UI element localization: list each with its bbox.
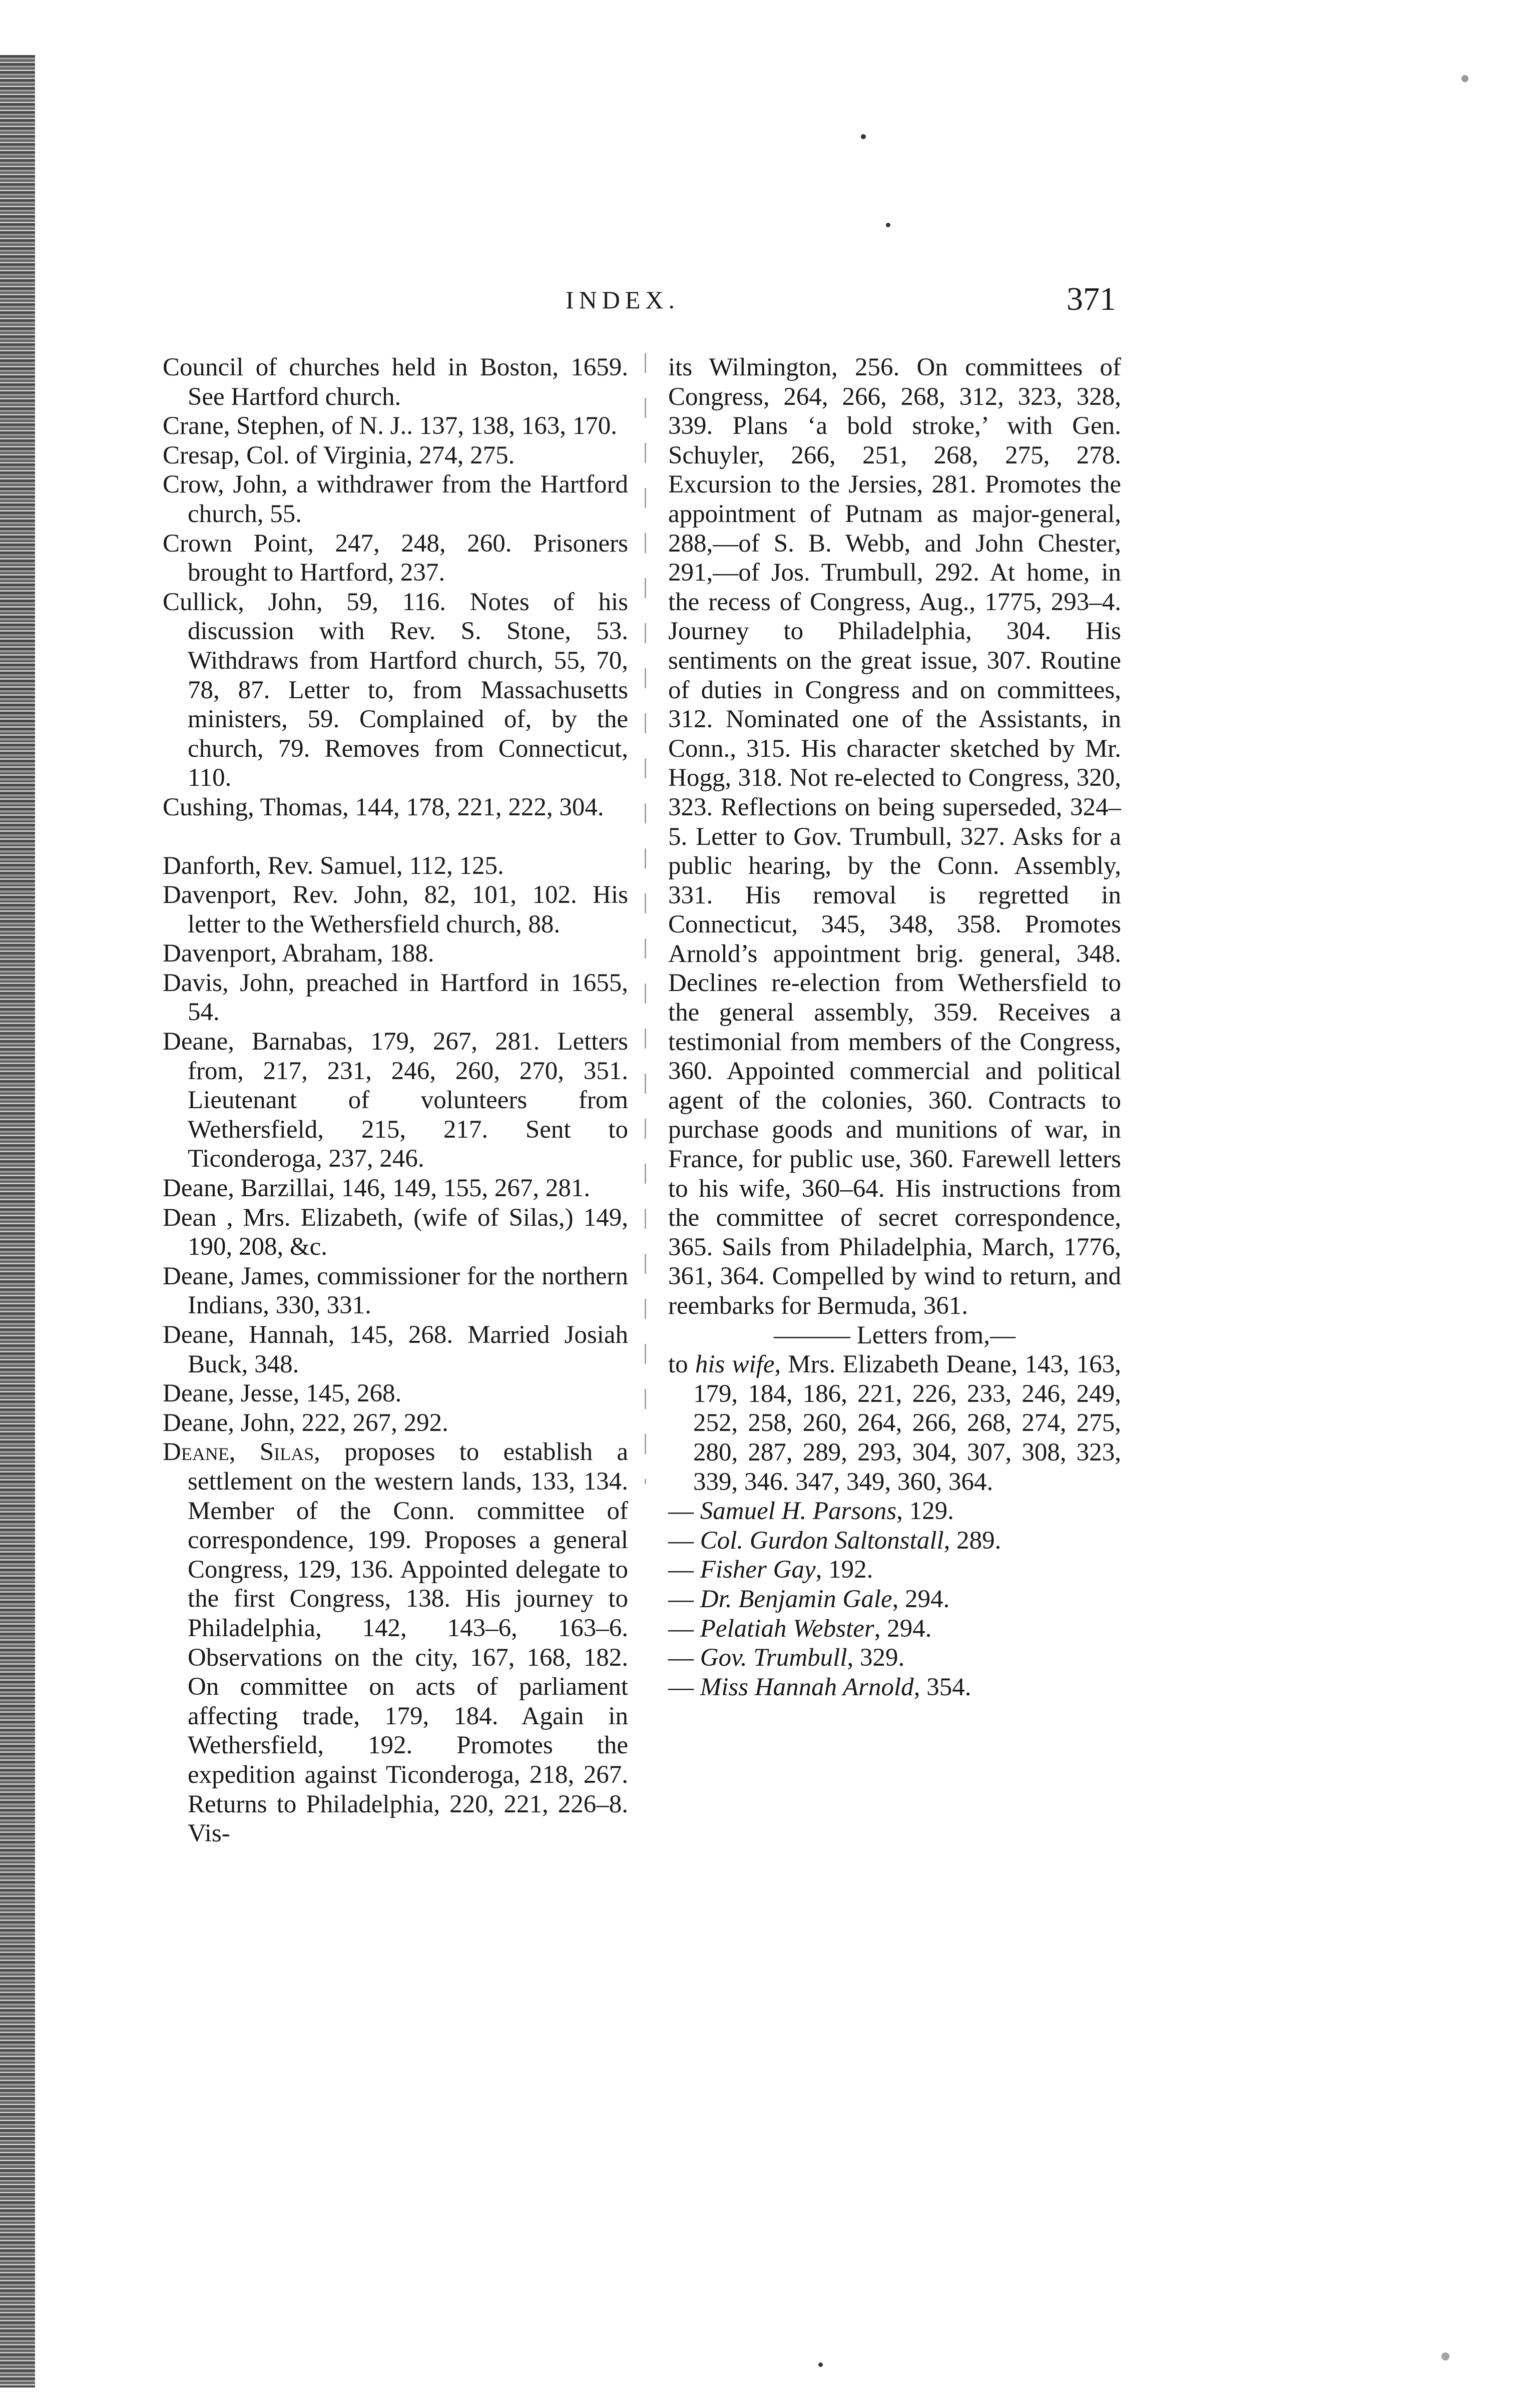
recipient-pages: , 294. <box>892 1585 950 1613</box>
recipient-pages: , 129. <box>896 1497 954 1526</box>
letters-to-wife-label: his wife <box>695 1350 775 1379</box>
letter-recipient: — Pelatiah Webster, 294. <box>668 1614 932 1643</box>
recipient-pages: , 192. <box>815 1556 873 1584</box>
letter-recipient: — Gov. Trumbull, 329. <box>668 1644 905 1672</box>
letter-recipient: — Col. Gurdon Saltonstall, 289. <box>668 1526 1001 1555</box>
paper-speck <box>861 134 866 139</box>
paper-speck <box>1461 75 1468 82</box>
page-binding-edge <box>0 55 35 2387</box>
index-entry: Cushing, Thomas, 144, 178, 221, 222, 304. <box>163 793 604 821</box>
index-entry: Deane, Barnabas, 179, 267, 281. Letters from, 217, 231, 246, 260, 270, 351. Lieutenant of volunteers from Wethersfield, 215, 217. Sent to Ticonderoga, 237, 246. <box>163 1028 628 1173</box>
column-divider <box>645 353 646 1484</box>
index-entry: Crown Point, 247, 248, 260. Prisoners brought to Hartford, 237. <box>163 529 628 587</box>
recipient-name: Samuel H. Parsons <box>700 1497 897 1526</box>
recipient-name: Col. Gurdon Saltonstall <box>700 1526 944 1555</box>
letter-recipient: — Samuel H. Parsons, 129. <box>668 1497 954 1526</box>
header-title: INDEX. <box>566 286 680 314</box>
right-column <box>668 353 1121 1702</box>
letter-recipient: — Miss Hannah Arnold, 354. <box>668 1673 971 1701</box>
recipient-name: Gov. Trumbull <box>700 1644 847 1672</box>
recipient-name: Miss Hannah Arnold <box>700 1673 914 1701</box>
silas-deane-entry <box>163 1437 628 1848</box>
index-entry: Deane, Barzillai, 146, 149, 155, 267, 281. <box>163 1174 591 1203</box>
index-entry: Davenport, Abraham, 188. <box>163 939 434 968</box>
silas-deane-name: Deane, Silas <box>163 1438 314 1467</box>
letter-recipient: — Dr. Benjamin Gale, 294. <box>668 1585 950 1613</box>
section-gap <box>163 822 628 851</box>
letters-to-wife-pages: , Mrs. Elizabeth Deane, 143, 163, 179, 184, 186, 221, 226, 233, 246, 249, 252, 258, 260, 264, 266, 268, 274, 275, 280, 287, 289, 293, 304, 307, 308, 323, 339, 346. 347, 349, 360, 364. <box>693 1350 1121 1496</box>
recipient-pages: , 289. <box>943 1526 1001 1555</box>
recipient-pages: , 294. <box>874 1614 932 1643</box>
index-entry: Davenport, Rev. John, 82, 101, 102. His letter to the Wethersfield church, 88. <box>163 881 628 938</box>
recipient-pages: , 329. <box>847 1644 905 1672</box>
index-entry: Crane, Stephen, of N. J.. 137, 138, 163, 170. <box>163 412 617 440</box>
letter-recipient: — Fisher Gay, 192. <box>668 1556 873 1584</box>
silas-deane-continuation: its Wilmington, 256. On committees of Congress, 264, 266, 268, 312, 323, 328, 339. Plans ‘a bold stroke,’ with Gen. Schuyler, 266, 251, 268, 275, 278. Excursion to the Jersies, 281. Promotes the appointment of Putnam as major-general, 288,—of S. B. Webb, and John Chester, 291,—of Jos. Trumbull, 292. At home, in the recess of Congress, Aug., 1775, 293–4. Journey to Philadelphia, 304. His sentiments on the great issue, 307. Routine of duties in Congress and on committees, 312. Nominated one of the Assistants, in Conn., 315. His character sketched by Mr. Hogg, 318. Not re-elected to Congress, 320, 323. Reflections on being superseded, 324–5. Letter to Gov. Trumbull, 327. Asks for a public hearing, by the Conn. Assembly, 331. His removal is regretted in Connecticut, 345, 348, 358. Promotes Arnold’s appointment brig. general, 348. Declines re-election from Wethersfield to the general assembly, 359. Receives a testimonial from members of the Congress, 360. Appointed commercial and political agent of the colonies, 360. Contracts to purchase goods and munitions of war, in France, for public use, 360. Farewell letters to his wife, 360–64. His instructions from the committee of secret correspondence, 365. Sails from Philadelphia, March, 1776, 361, 364. Compelled by wind to return, and reembarks for Bermuda, 361. <box>668 353 1121 1320</box>
recipient-pages: , 354. <box>913 1673 971 1701</box>
letters-heading: ——— Letters from,— <box>774 1321 1016 1349</box>
page-number: 371 <box>1067 281 1116 317</box>
letters-to-wife <box>668 1350 1121 1497</box>
index-entry: Deane, Jesse, 145, 268. <box>163 1379 402 1408</box>
index-entry: Dean , Mrs. Elizabeth, (wife of Silas,) 149, 190, 208, &c. <box>163 1203 628 1261</box>
letters-to-wife-prefix: to <box>668 1350 695 1379</box>
index-entry: Deane, Hannah, 145, 268. Married Josiah Buck, 348. <box>163 1321 628 1378</box>
index-entry: Deane, James, commissioner for the northern Indians, 330, 331. <box>163 1262 628 1320</box>
index-entry: Deane, John, 222, 267, 292. <box>163 1408 448 1437</box>
silas-deane-text: , proposes to establish a settlement on the western lands, 133, 134. Member of the Conn. committee of correspondence, 199. Proposes a general Congress, 129, 136. Appointed delegate to the first Congress, 138. His journey to Philadelphia, 142, 143–6, 163–6. Observations on the city, 167, 168, 182. On committee on acts of parliament affecting trade, 179, 184. Again in Wethersfield, 192. Promotes the expedition against Ticonderoga, 218, 267. Returns to Philadelphia, 220, 221, 226–8. Vis- <box>188 1438 628 1848</box>
paper-speck <box>1441 2352 1449 2360</box>
recipient-name: Fisher Gay <box>700 1556 816 1584</box>
index-entry: Crow, John, a withdrawer from the Hartford church, 55. <box>163 470 628 528</box>
index-entry: Council of churches held in Boston, 1659. See Hartford church. <box>163 353 628 411</box>
index-entry: Danforth, Rev. Samuel, 112, 125. <box>163 851 504 880</box>
running-header <box>566 280 1116 325</box>
recipient-name: Dr. Benjamin Gale <box>700 1585 892 1613</box>
left-column <box>163 353 628 1848</box>
index-entry: Cullick, John, 59, 116. Notes of his discussion with Rev. S. Stone, 53. Withdraws from Hartford church, 55, 70, 78, 87. Letter to, from Massachusetts ministers, 59. Complained of, by the church, 79. Removes from Connecticut, 110. <box>163 588 628 792</box>
paper-speck <box>818 2362 823 2367</box>
recipient-name: Pelatiah Webster <box>700 1614 874 1643</box>
index-entry: Cresap, Col. of Virginia, 274, 275. <box>163 441 515 469</box>
index-entry: Davis, John, preached in Hartford in 1655, 54. <box>163 969 628 1027</box>
paper-speck <box>886 223 890 227</box>
